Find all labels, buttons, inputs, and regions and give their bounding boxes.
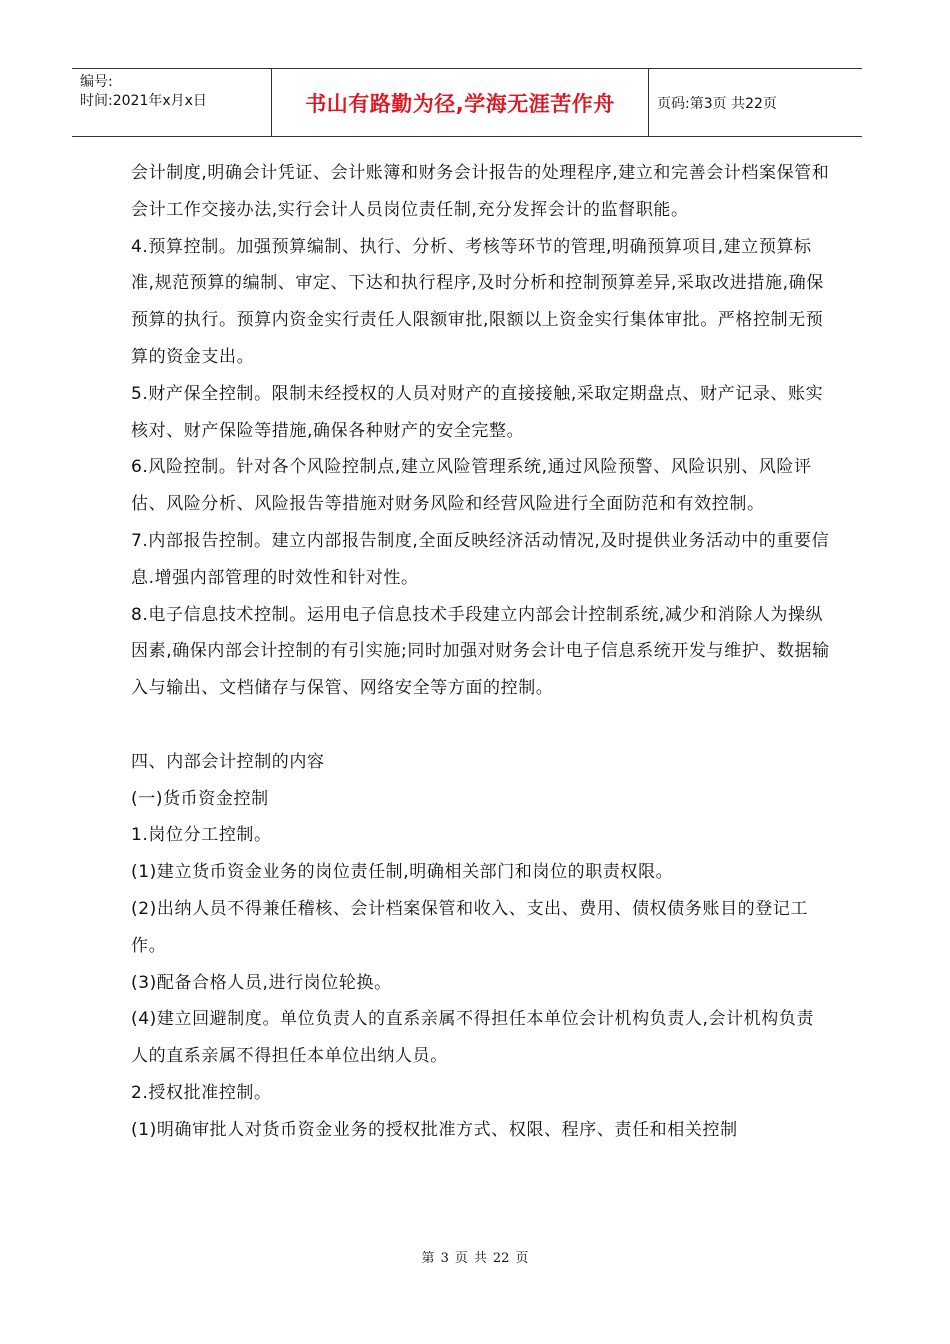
header-motto: 书山有路勤为径,学海无涯苦作舟 [272, 69, 649, 136]
page-footer [0, 1247, 950, 1266]
section-heading: 四、内部会计控制的内容 [131, 751, 325, 772]
paragraph: 1.岗位分工控制。 [131, 825, 272, 846]
document-number-label: 编号: [80, 74, 113, 90]
paragraph: 4.预算控制。加强预算编制、执行、分析、考核等环节的管理,明确预算项目,建立预算标准,规范预算的编制、审定、下达和执行程序,及时分析和控制预算差异,采取改进措施,确保预算的执行。预算内资金实行责任人限额审批,限额以上资金实行集体审批。严格控制无预算的资金支出。 [131, 236, 824, 367]
page-header [72, 68, 862, 137]
footer-text: 第 [421, 1251, 435, 1266]
footer-page-number: 3 [440, 1251, 449, 1266]
footer-text: 页 [515, 1251, 529, 1266]
paragraph: (1)建立货币资金业务的岗位责任制,明确相关部门和岗位的职责权限。 [131, 862, 674, 883]
blank-line [131, 707, 831, 744]
paragraph: 会计制度,明确会计凭证、会计账簿和财务会计报告的处理程序,建立和完善会计档案保管和会计工作交接办法,实行会计人员岗位责任制,充分发挥会计的监督职能。 [131, 163, 830, 220]
document-time-label: 时间:2021年x月x日 [80, 93, 207, 109]
paragraph: 2.授权批准控制。 [131, 1082, 272, 1103]
paragraph: 6.风险控制。针对各个风险控制点,建立风险管理系统,通过风险预警、风险识别、风险评估、风险分析、风险报告等措施对财务风险和经营风险进行全面防范和有效控制。 [131, 457, 812, 515]
document-body [131, 155, 831, 1149]
paragraph: (4)建立回避制度。单位负责人的直系亲属不得担任本单位会计机构负责人,会计机构负责人的直系亲属不得担任本单位出纳人员。 [131, 1009, 815, 1067]
paragraph: 5.财产保全控制。限制未经授权的人员对财产的直接接触,采取定期盘点、财产记录、账实核对、财产保险等措施,确保各种财产的安全完整。 [131, 383, 824, 441]
paragraph: (1)明确审批人对货币资金业务的授权批准方式、权限、程序、责任和相关控制 [131, 1119, 738, 1140]
paragraph: (2)出纳人员不得兼任稽核、会计档案保管和收入、支出、费用、债权债务账目的登记工作。 [131, 898, 809, 956]
footer-text: 页 [454, 1251, 468, 1266]
subsection-heading: (一)货币资金控制 [131, 788, 269, 809]
paragraph: 8.电子信息技术控制。运用电子信息技术手段建立内部会计控制系统,减少和消除人为操纵因素,确保内部会计控制的有引实施;同时加强对财务会计电子信息系统开发与维护、数据输入与输出、文档储存与保管、网络安全等方面的控制。 [131, 604, 830, 699]
footer-total-pages: 22 [492, 1251, 510, 1266]
footer-text: 共 [473, 1251, 487, 1266]
paragraph: (3)配备合格人员,进行岗位轮换。 [131, 972, 392, 993]
paragraph: 7.内部报告控制。建立内部报告制度,全面反映经济活动情况,及时提供业务活动中的重要信息.增强内部管理的时效性和针对性。 [131, 530, 830, 588]
header-meta [72, 69, 272, 136]
header-page-label: 页码:第3页 共22页 [657, 95, 777, 112]
